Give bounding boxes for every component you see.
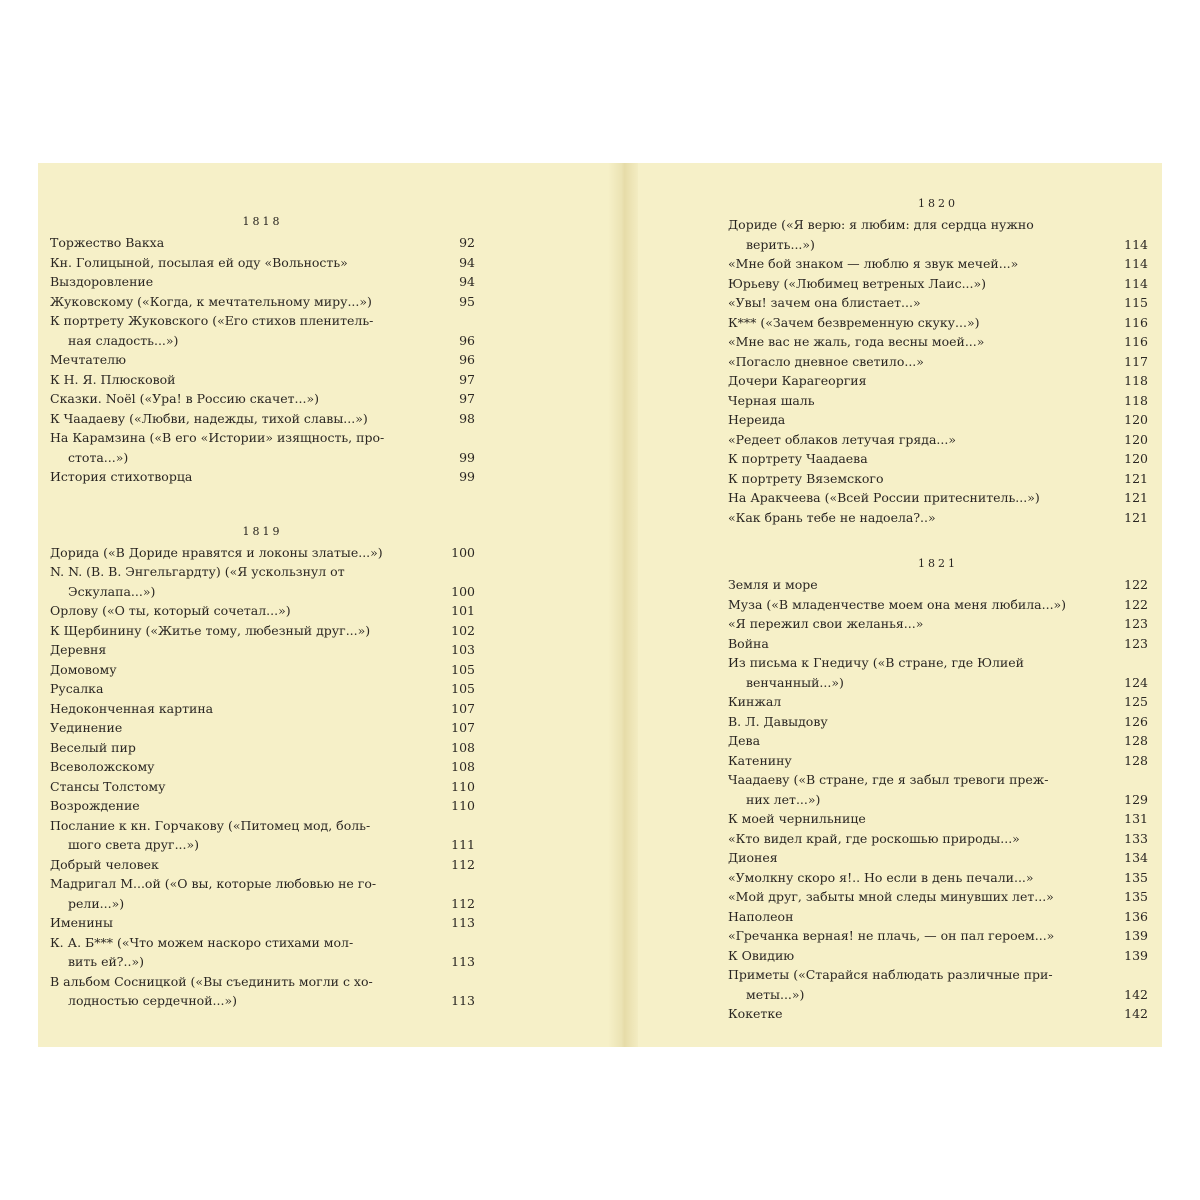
toc-entry-title: [50, 311, 441, 350]
toc-entry-title-line: Веселый пир: [50, 739, 136, 755]
toc-entry-title-line: Добрый человек: [50, 856, 159, 872]
toc-entry-page-number: 113: [451, 993, 475, 1008]
toc-entry: [50, 640, 475, 660]
toc-entry: [728, 965, 1148, 1004]
toc-entry: [50, 601, 475, 621]
toc-entry: [728, 293, 1148, 313]
toc-entry: [50, 874, 475, 913]
toc-entry-title: [50, 370, 441, 390]
toc-entry-title-line: Наполеон: [728, 908, 794, 924]
toc-entry-title: [50, 757, 441, 777]
toc-entry-title-line: Нереида: [728, 412, 786, 427]
toc-entry-title: [728, 887, 1114, 907]
toc-entry-title: [728, 712, 1114, 732]
toc-entry-title-line: Дионея: [728, 850, 778, 865]
toc-entry-page-number: 121: [1124, 470, 1148, 486]
toc-entry-title: [728, 254, 1114, 274]
toc-entry-title-line: Эскулапа...»): [68, 583, 156, 599]
toc-entry-page-number: 92: [459, 235, 475, 250]
toc-entry-title-line: Всеволожскому: [50, 759, 155, 774]
toc-entry: [50, 855, 475, 875]
toc-entry-title-line: стота...»): [68, 449, 129, 465]
toc-entry-title-line: Мадригал М...ой («О вы, которые любовью не го-: [50, 876, 377, 891]
toc-entry-page-number: 134: [1124, 850, 1148, 865]
toc-section: [728, 553, 1148, 1024]
toc-entry: [728, 809, 1148, 829]
toc-entry: [728, 371, 1148, 391]
toc-entry: [50, 350, 475, 370]
toc-entry-title-line: Уединение: [50, 720, 123, 735]
toc-entry-title-line: N. N. (В. В. Энгельгардту) («Я ускользнул от: [50, 564, 345, 579]
toc-entry-title: [728, 469, 1114, 489]
toc-entry-title-line: Послание к кн. Горчакову («Питомец мод, боль-: [50, 817, 371, 833]
toc-entry-title-line: Муза («В младенчестве моем она меня любила...»): [728, 596, 1067, 612]
toc-entry-page-number: 107: [451, 720, 475, 735]
toc-section: [728, 193, 1148, 527]
toc-entry-title-line: История стихотворца: [50, 469, 193, 484]
toc-entry-page-number: 129: [1124, 791, 1148, 807]
toc-entry-title-line: Стансы Толстому: [50, 778, 166, 794]
toc-entry-title-line: В. Л. Давыдову: [728, 713, 828, 729]
toc-entry: [728, 712, 1148, 732]
toc-entry-title: [728, 770, 1114, 809]
book-spread: [38, 163, 1162, 1047]
toc-entry-title: [50, 972, 441, 1011]
toc-entry-title-line: Дочери Карагеоргия: [728, 373, 867, 388]
toc-entry-title-line: «Погасло дневное светило...»: [728, 353, 924, 369]
toc-entry: [50, 428, 475, 467]
toc-entry-title: [50, 562, 441, 601]
toc-entry-page-number: 136: [1124, 908, 1148, 924]
toc-entry-title: [728, 430, 1114, 450]
toc-entry-page-number: 126: [1124, 713, 1148, 729]
toc-entry-title: [50, 796, 441, 816]
toc-entry-title: [728, 313, 1114, 333]
toc-entry-title-line: Возрождение: [50, 798, 140, 813]
toc-entry-title-line: «Умолкну скоро я!.. Но если в день печали...»: [728, 869, 1034, 885]
toc-entry-title: [50, 350, 441, 370]
toc-entry-title: [50, 660, 441, 680]
toc-entry: [50, 233, 475, 253]
toc-entry-title: [50, 718, 441, 738]
toc-entry-page-number: 142: [1124, 1006, 1148, 1021]
toc-entry-title: [728, 848, 1114, 868]
right-page-content: [728, 193, 1148, 1024]
toc-entry-title-line: Жуковскому («Когда, к мечтательному миру...»): [50, 293, 372, 309]
toc-entry-title: [50, 601, 441, 621]
toc-entry-title: [728, 907, 1114, 927]
toc-entry-title: [728, 614, 1114, 634]
toc-entry-page-number: 128: [1124, 733, 1148, 748]
toc-entry: [728, 751, 1148, 771]
toc-entry-title: [728, 352, 1114, 372]
toc-entry-title: [50, 389, 441, 409]
toc-entry-title: [50, 253, 441, 273]
toc-entry-page-number: 116: [1124, 314, 1148, 330]
toc-entry-title-line: Дориде («Я верю: я любим: для сердца нужно: [728, 217, 1034, 232]
toc-entry-page-number: 105: [451, 661, 475, 677]
toc-entry-title: [728, 410, 1114, 430]
toc-entry: [728, 946, 1148, 966]
toc-entry-page-number: 107: [451, 700, 475, 716]
toc-entry: [50, 796, 475, 816]
toc-entry: [728, 254, 1148, 274]
toc-entry: [728, 1004, 1148, 1024]
toc-entry-title-line: лодностью сердечной...»): [68, 993, 237, 1008]
toc-entry-page-number: 105: [451, 681, 475, 696]
toc-entry-title-line: верить...»): [746, 236, 815, 252]
toc-entry-title-line: рели...»): [68, 895, 125, 911]
toc-entry-title-line: Дорида («В Дориде нравятся и локоны златые...»): [50, 544, 383, 560]
toc-entry: [50, 467, 475, 487]
toc-entry-title-line: Сказки. Noël («Ура! в Россию скачет...»): [50, 391, 320, 406]
toc-entry-page-number: 96: [459, 332, 475, 348]
toc-entry-page-number: 117: [1124, 353, 1148, 369]
toc-entry-list: [50, 233, 475, 487]
toc-entry-title-line: «Как брань тебе не надоела?..»: [728, 509, 936, 525]
section-year-heading: 1819: [242, 524, 283, 538]
toc-entry-title-line: ная сладость...»): [68, 332, 179, 348]
toc-entry-page-number: 114: [1124, 236, 1148, 252]
toc-entry-title: [50, 233, 441, 253]
toc-entry-title: [728, 595, 1114, 615]
toc-entry-page-number: 121: [1124, 509, 1148, 525]
toc-entry-list: [728, 575, 1148, 1024]
toc-entry-page-number: 103: [451, 642, 475, 657]
toc-entry-page-number: 115: [1124, 295, 1148, 310]
toc-entry-title-line: венчанный...»): [746, 674, 844, 690]
toc-entry-page-number: 139: [1124, 928, 1148, 943]
toc-entry: [728, 926, 1148, 946]
toc-entry-page-number: 142: [1124, 986, 1148, 1002]
toc-entry: [50, 699, 475, 719]
toc-entry: [50, 660, 475, 680]
toc-entry-page-number: 133: [1124, 830, 1148, 846]
toc-section: [50, 521, 475, 1011]
toc-entry-title-line: шого света друг...»): [68, 837, 200, 852]
toc-entry: [50, 757, 475, 777]
toc-entry-title: [728, 731, 1114, 751]
section-year-heading: 1818: [242, 215, 283, 228]
toc-entry-list: [728, 215, 1148, 527]
toc-entry-page-number: 118: [1124, 392, 1148, 408]
toc-entry-title-line: «Гречанка верная! не плачь, — он пал героем...»: [728, 928, 1055, 943]
toc-entry-page-number: 125: [1124, 694, 1148, 709]
toc-entry-title-line: Выздоровление: [50, 274, 154, 289]
left-page-content: [50, 211, 475, 1011]
toc-entry-title: [728, 488, 1114, 508]
toc-entry-title: [728, 829, 1114, 849]
left-page: [50, 211, 475, 1095]
toc-entry-page-number: 108: [451, 759, 475, 774]
toc-entry: [50, 562, 475, 601]
toc-entry: [728, 215, 1148, 254]
toc-entry: [728, 274, 1148, 294]
toc-entry-title: [50, 855, 441, 875]
toc-entry-page-number: 135: [1124, 889, 1148, 904]
toc-entry-title-line: Мечтателю: [50, 352, 126, 367]
toc-entry: [728, 770, 1148, 809]
toc-entry-title-line: Чаадаеву («В стране, где я забыл тревоги преж-: [728, 772, 1049, 787]
toc-entry-title: [50, 913, 441, 933]
toc-entry: [728, 469, 1148, 489]
toc-entry-page-number: 94: [459, 254, 475, 270]
toc-entry-title: [728, 1004, 1114, 1024]
toc-entry-title-line: Именины: [50, 915, 113, 930]
toc-entry-page-number: 101: [451, 603, 475, 618]
toc-entry-page-number: 98: [459, 410, 475, 426]
toc-entry-page-number: 114: [1124, 256, 1148, 271]
toc-entry-title-line: меты...»): [746, 986, 805, 1002]
toc-entry-title: [728, 751, 1114, 771]
toc-entry: [50, 409, 475, 429]
toc-entry-title-line: К моей чернильнице: [728, 811, 866, 826]
toc-entry-page-number: 99: [459, 469, 475, 484]
toc-entry: [728, 313, 1148, 333]
toc-entry-title-line: «Редеет облаков летучая гряда...»: [728, 431, 956, 447]
toc-entry: [728, 488, 1148, 508]
toc-entry-page-number: 139: [1124, 947, 1148, 963]
toc-entry-page-number: 102: [451, 622, 475, 638]
toc-entry-title: [728, 508, 1114, 528]
toc-entry-title: [50, 409, 441, 429]
section-year-heading: 1821: [918, 557, 958, 570]
toc-entry-page-number: 122: [1124, 596, 1148, 612]
toc-entry-title: [728, 965, 1114, 1004]
toc-entry-page-number: 112: [451, 856, 475, 872]
toc-entry-title-line: Черная шаль: [728, 392, 815, 408]
toc-entry: [728, 352, 1148, 372]
toc-entry: [50, 253, 475, 273]
toc-entry-title-line: Домовому: [50, 661, 117, 677]
toc-entry-title: [50, 543, 441, 563]
toc-entry-title-line: На Карамзина («В его «Истории» изящность, про-: [50, 430, 385, 445]
toc-entry-page-number: 121: [1124, 490, 1148, 505]
toc-entry: [50, 311, 475, 350]
toc-entry-title-line: Юрьеву («Любимец ветреных Лаис...»): [728, 275, 987, 291]
toc-entry: [728, 332, 1148, 352]
toc-entry-page-number: 111: [451, 837, 475, 852]
toc-entry-title: [50, 874, 441, 913]
toc-entry-page-number: 120: [1124, 431, 1148, 447]
toc-entry: [728, 829, 1148, 849]
section-year-heading: 1820: [918, 197, 958, 210]
toc-entry-page-number: 100: [451, 544, 475, 560]
toc-entry-title-line: Кн. Голицыной, посылая ей оду «Вольность»: [50, 254, 348, 270]
toc-entry: [728, 614, 1148, 634]
toc-entry: [50, 621, 475, 641]
toc-entry-page-number: 123: [1124, 616, 1148, 631]
toc-entry-title-line: Дева: [728, 733, 761, 748]
toc-entry-title-line: В альбом Сосницкой («Вы съединить могли с хо-: [50, 973, 373, 989]
toc-entry-title-line: На Аракчеева («Всей России притеснитель...»): [728, 490, 1040, 505]
toc-entry-title-line: К Щербинину («Житье тому, любезный друг...»): [50, 622, 371, 638]
toc-entry-title-line: Кокетке: [728, 1006, 783, 1021]
toc-entry: [728, 887, 1148, 907]
toc-entry-page-number: 135: [1124, 869, 1148, 885]
toc-entry-title-line: «Мне бой знаком — люблю я звук мечей...»: [728, 256, 1019, 271]
toc-entry-title: [728, 274, 1114, 294]
toc-entry-title-line: Приметы («Старайся наблюдать различные при-: [728, 967, 1053, 982]
toc-entry: [728, 595, 1148, 615]
toc-entry: [50, 272, 475, 292]
toc-entry: [728, 575, 1148, 595]
toc-entry-title-line: К Н. Я. Плюсковой: [50, 371, 176, 387]
toc-entry-page-number: 96: [459, 352, 475, 367]
toc-entry-title: [50, 816, 441, 855]
toc-entry: [50, 913, 475, 933]
toc-entry-title-line: Кинжал: [728, 694, 782, 709]
toc-entry-title: [50, 292, 441, 312]
toc-entry-title-line: К портрету Вяземского: [728, 470, 884, 486]
toc-entry-page-number: 112: [451, 895, 475, 911]
toc-entry-page-number: 110: [451, 798, 475, 813]
toc-entry-title: [728, 868, 1114, 888]
toc-entry-page-number: 118: [1124, 373, 1148, 388]
toc-entry-title: [728, 215, 1114, 254]
toc-entry: [50, 679, 475, 699]
toc-entry: [50, 292, 475, 312]
toc-entry-title-line: К портрету Чаадаева: [728, 451, 868, 466]
toc-entry-title: [50, 777, 441, 797]
toc-entry-title-line: «Увы! зачем она блистает...»: [728, 295, 921, 310]
toc-section: [50, 211, 475, 487]
toc-entry-title: [728, 449, 1114, 469]
toc-entry-title: [728, 293, 1114, 313]
toc-entry-title-line: «Мой друг, забыты мной следы минувших лет...»: [728, 889, 1054, 904]
toc-entry: [728, 731, 1148, 751]
toc-entry-title-line: К Чаадаеву («Любви, надежды, тихой славы...»): [50, 410, 368, 426]
toc-entry-title-line: Война: [728, 635, 769, 651]
toc-entry-title-line: Торжество Вакха: [50, 235, 165, 250]
toc-entry-title-line: Недоконченная картина: [50, 700, 214, 716]
toc-entry-page-number: 94: [459, 274, 475, 289]
toc-entry-title: [50, 272, 441, 292]
toc-entry-page-number: 97: [459, 371, 475, 387]
toc-entry-page-number: 97: [459, 391, 475, 406]
toc-entry-page-number: 128: [1124, 752, 1148, 768]
toc-entry-page-number: 113: [451, 915, 475, 930]
toc-entry-page-number: 110: [451, 778, 475, 794]
toc-entry-title: [50, 679, 441, 699]
toc-entry: [728, 868, 1148, 888]
toc-entry-page-number: 114: [1124, 275, 1148, 291]
toc-entry-page-number: 100: [451, 583, 475, 599]
book-gutter: [608, 163, 638, 1047]
toc-entry: [50, 370, 475, 390]
toc-entry-title-line: них лет...»): [746, 791, 821, 807]
toc-entry-page-number: 120: [1124, 412, 1148, 427]
toc-entry: [728, 848, 1148, 868]
toc-entry-title: [728, 391, 1114, 411]
toc-entry-title: [728, 332, 1114, 352]
toc-entry-page-number: 99: [459, 449, 475, 465]
toc-entry: [728, 634, 1148, 654]
toc-entry-page-number: 122: [1124, 577, 1148, 592]
toc-entry-page-number: 123: [1124, 635, 1148, 651]
toc-entry: [728, 391, 1148, 411]
toc-entry: [50, 718, 475, 738]
toc-entry-title: [50, 621, 441, 641]
toc-entry-title: [728, 692, 1114, 712]
toc-entry-title: [728, 371, 1114, 391]
toc-entry: [50, 777, 475, 797]
toc-entry-title-line: Деревня: [50, 642, 107, 657]
toc-entry-title-line: Русалка: [50, 681, 104, 696]
toc-entry-page-number: 116: [1124, 334, 1148, 349]
toc-entry: [728, 653, 1148, 692]
toc-entry: [728, 410, 1148, 430]
toc-entry: [728, 508, 1148, 528]
toc-entry: [50, 933, 475, 972]
toc-entry-title: [728, 653, 1114, 692]
toc-entry: [50, 972, 475, 1011]
toc-entry-title-line: К. А. Б*** («Что можем наскоро стихами мол-: [50, 934, 354, 950]
toc-entry-title-line: Из письма к Гнедичу («В стране, где Юлией: [728, 655, 1024, 670]
toc-entry-page-number: 124: [1124, 674, 1148, 690]
toc-entry-title: [50, 933, 441, 972]
toc-entry: [50, 543, 475, 563]
toc-entry-title: [50, 428, 441, 467]
toc-entry-title-line: вить ей?..»): [68, 954, 144, 969]
toc-entry-title-line: Катенину: [728, 752, 792, 768]
toc-entry-title: [50, 640, 441, 660]
toc-entry-page-number: 95: [459, 293, 475, 309]
toc-entry: [50, 738, 475, 758]
toc-entry-page-number: 108: [451, 739, 475, 755]
toc-entry-title-line: К Овидию: [728, 947, 795, 963]
toc-entry-title-line: «Мне вас не жаль, года весны моей...»: [728, 334, 985, 349]
toc-entry-title: [728, 926, 1114, 946]
toc-entry: [728, 907, 1148, 927]
toc-entry-title: [50, 738, 441, 758]
toc-entry-title: [728, 634, 1114, 654]
toc-entry-title-line: Земля и море: [728, 577, 818, 592]
toc-entry-title-line: К портрету Жуковского («Его стихов пленитель-: [50, 313, 374, 328]
toc-entry-title: [728, 809, 1114, 829]
toc-entry-title: [728, 946, 1114, 966]
toc-entry-title: [50, 467, 441, 487]
toc-entry-title-line: К*** («Зачем безвременную скуку...»): [728, 314, 980, 330]
toc-entry-title-line: Орлову («О ты, который сочетал...»): [50, 603, 291, 618]
toc-entry-title-line: «Кто видел край, где роскошью природы...»: [728, 830, 1020, 846]
toc-entry-title: [50, 699, 441, 719]
toc-entry: [728, 692, 1148, 712]
toc-entry-page-number: 113: [451, 954, 475, 969]
right-page: [728, 193, 1148, 1077]
toc-entry: [728, 449, 1148, 469]
toc-entry-title-line: «Я пережил свои желанья...»: [728, 616, 924, 631]
toc-entry-list: [50, 543, 475, 1011]
toc-entry: [728, 430, 1148, 450]
toc-entry-title: [728, 575, 1114, 595]
toc-entry: [50, 816, 475, 855]
toc-entry-page-number: 120: [1124, 451, 1148, 466]
toc-entry-page-number: 131: [1124, 811, 1148, 826]
toc-entry: [50, 389, 475, 409]
